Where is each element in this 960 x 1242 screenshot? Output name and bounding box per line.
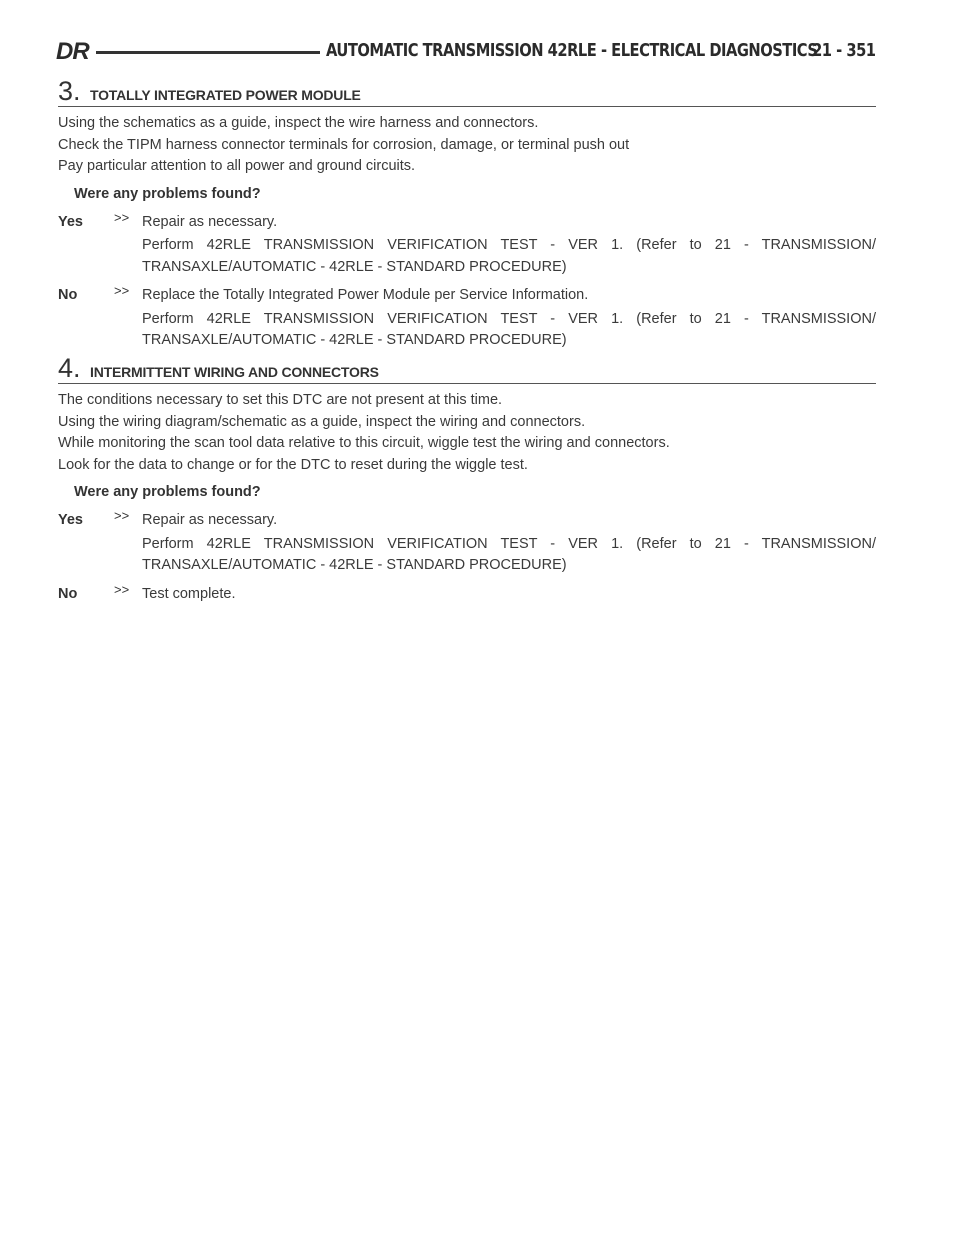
answer-label: Yes (58, 512, 83, 528)
answer-action: Replace the Totally Integrated Power Module per Service Information. (142, 287, 589, 303)
step-3-heading (58, 76, 876, 107)
step-4-heading (58, 353, 876, 384)
arrow-icon: >> (114, 508, 130, 523)
answer-no (58, 285, 876, 352)
answer-label: No (58, 585, 78, 602)
answer-followup: Perform 42RLE TRANSMISSION VERIFICATION TEST - VER 1. (Refer to 21 - TRANSMISSION/ TRANSAXLE/AUTOMATIC - 42RLE - STANDARD PROCEDURE) (142, 535, 876, 573)
instruction-text: Look for the data to change or for the DTC to reset during the wiggle test. (58, 456, 528, 473)
answer-no (58, 581, 876, 606)
instruction-text: The conditions necessary to set this DTC are not present at this time. (58, 392, 503, 408)
arrow-icon: >> (114, 283, 130, 298)
brand-code: DR (56, 38, 89, 65)
page-number: 21 - 351 (812, 41, 876, 61)
instruction-text: Pay particular attention to all power and ground circuits. (58, 158, 416, 174)
step-title: INTERMITTENT WIRING AND CONNECTORS (90, 364, 379, 380)
step-title: TOTALLY INTEGRATED POWER MODULE (90, 87, 361, 103)
step-3 (58, 76, 876, 352)
instruction-text: Using the wiring diagram/schematic as a guide, inspect the wiring and connectors. (58, 413, 586, 430)
answer-yes (58, 510, 876, 577)
arrow-icon: >> (114, 581, 130, 597)
answer-label: Yes (58, 213, 83, 230)
step-4 (58, 353, 876, 605)
answer-label: No (58, 287, 78, 303)
question: Were any problems found? (74, 484, 261, 500)
answer-followup: Perform 42RLE TRANSMISSION VERIFICATION TEST - VER 1. (Refer to 21 - TRANSMISSION/ TRANSAXLE/AUTOMATIC - 42RLE - STANDARD PROCEDURE) (142, 237, 876, 275)
step-number: 3. (58, 76, 81, 106)
question: Were any problems found? (74, 185, 261, 202)
instruction-text: Using the schematics as a guide, inspect the wire harness and connectors. (58, 115, 539, 131)
page-title: AUTOMATIC TRANSMISSION 42RLE - ELECTRICAL DIAGNOSTICS (326, 41, 818, 61)
instruction-text: Check the TIPM harness connector terminals for corrosion, damage, or terminal push out (58, 136, 630, 153)
answer-action: Test complete. (142, 585, 236, 602)
header-rule (96, 51, 320, 54)
answer-action: Repair as necessary. (142, 512, 278, 528)
answer-yes (58, 209, 876, 279)
step-number: 4. (58, 353, 81, 383)
page-header (56, 40, 876, 66)
answer-followup: Perform 42RLE TRANSMISSION VERIFICATION TEST - VER 1. (Refer to 21 - TRANSMISSION/ TRANSAXLE/AUTOMATIC - 42RLE - STANDARD PROCEDURE) (142, 310, 876, 348)
answer-action: Repair as necessary. (142, 213, 278, 230)
arrow-icon: >> (114, 209, 130, 225)
instruction-text: While monitoring the scan tool data relative to this circuit, wiggle test the wiring and connectors. (58, 435, 670, 451)
